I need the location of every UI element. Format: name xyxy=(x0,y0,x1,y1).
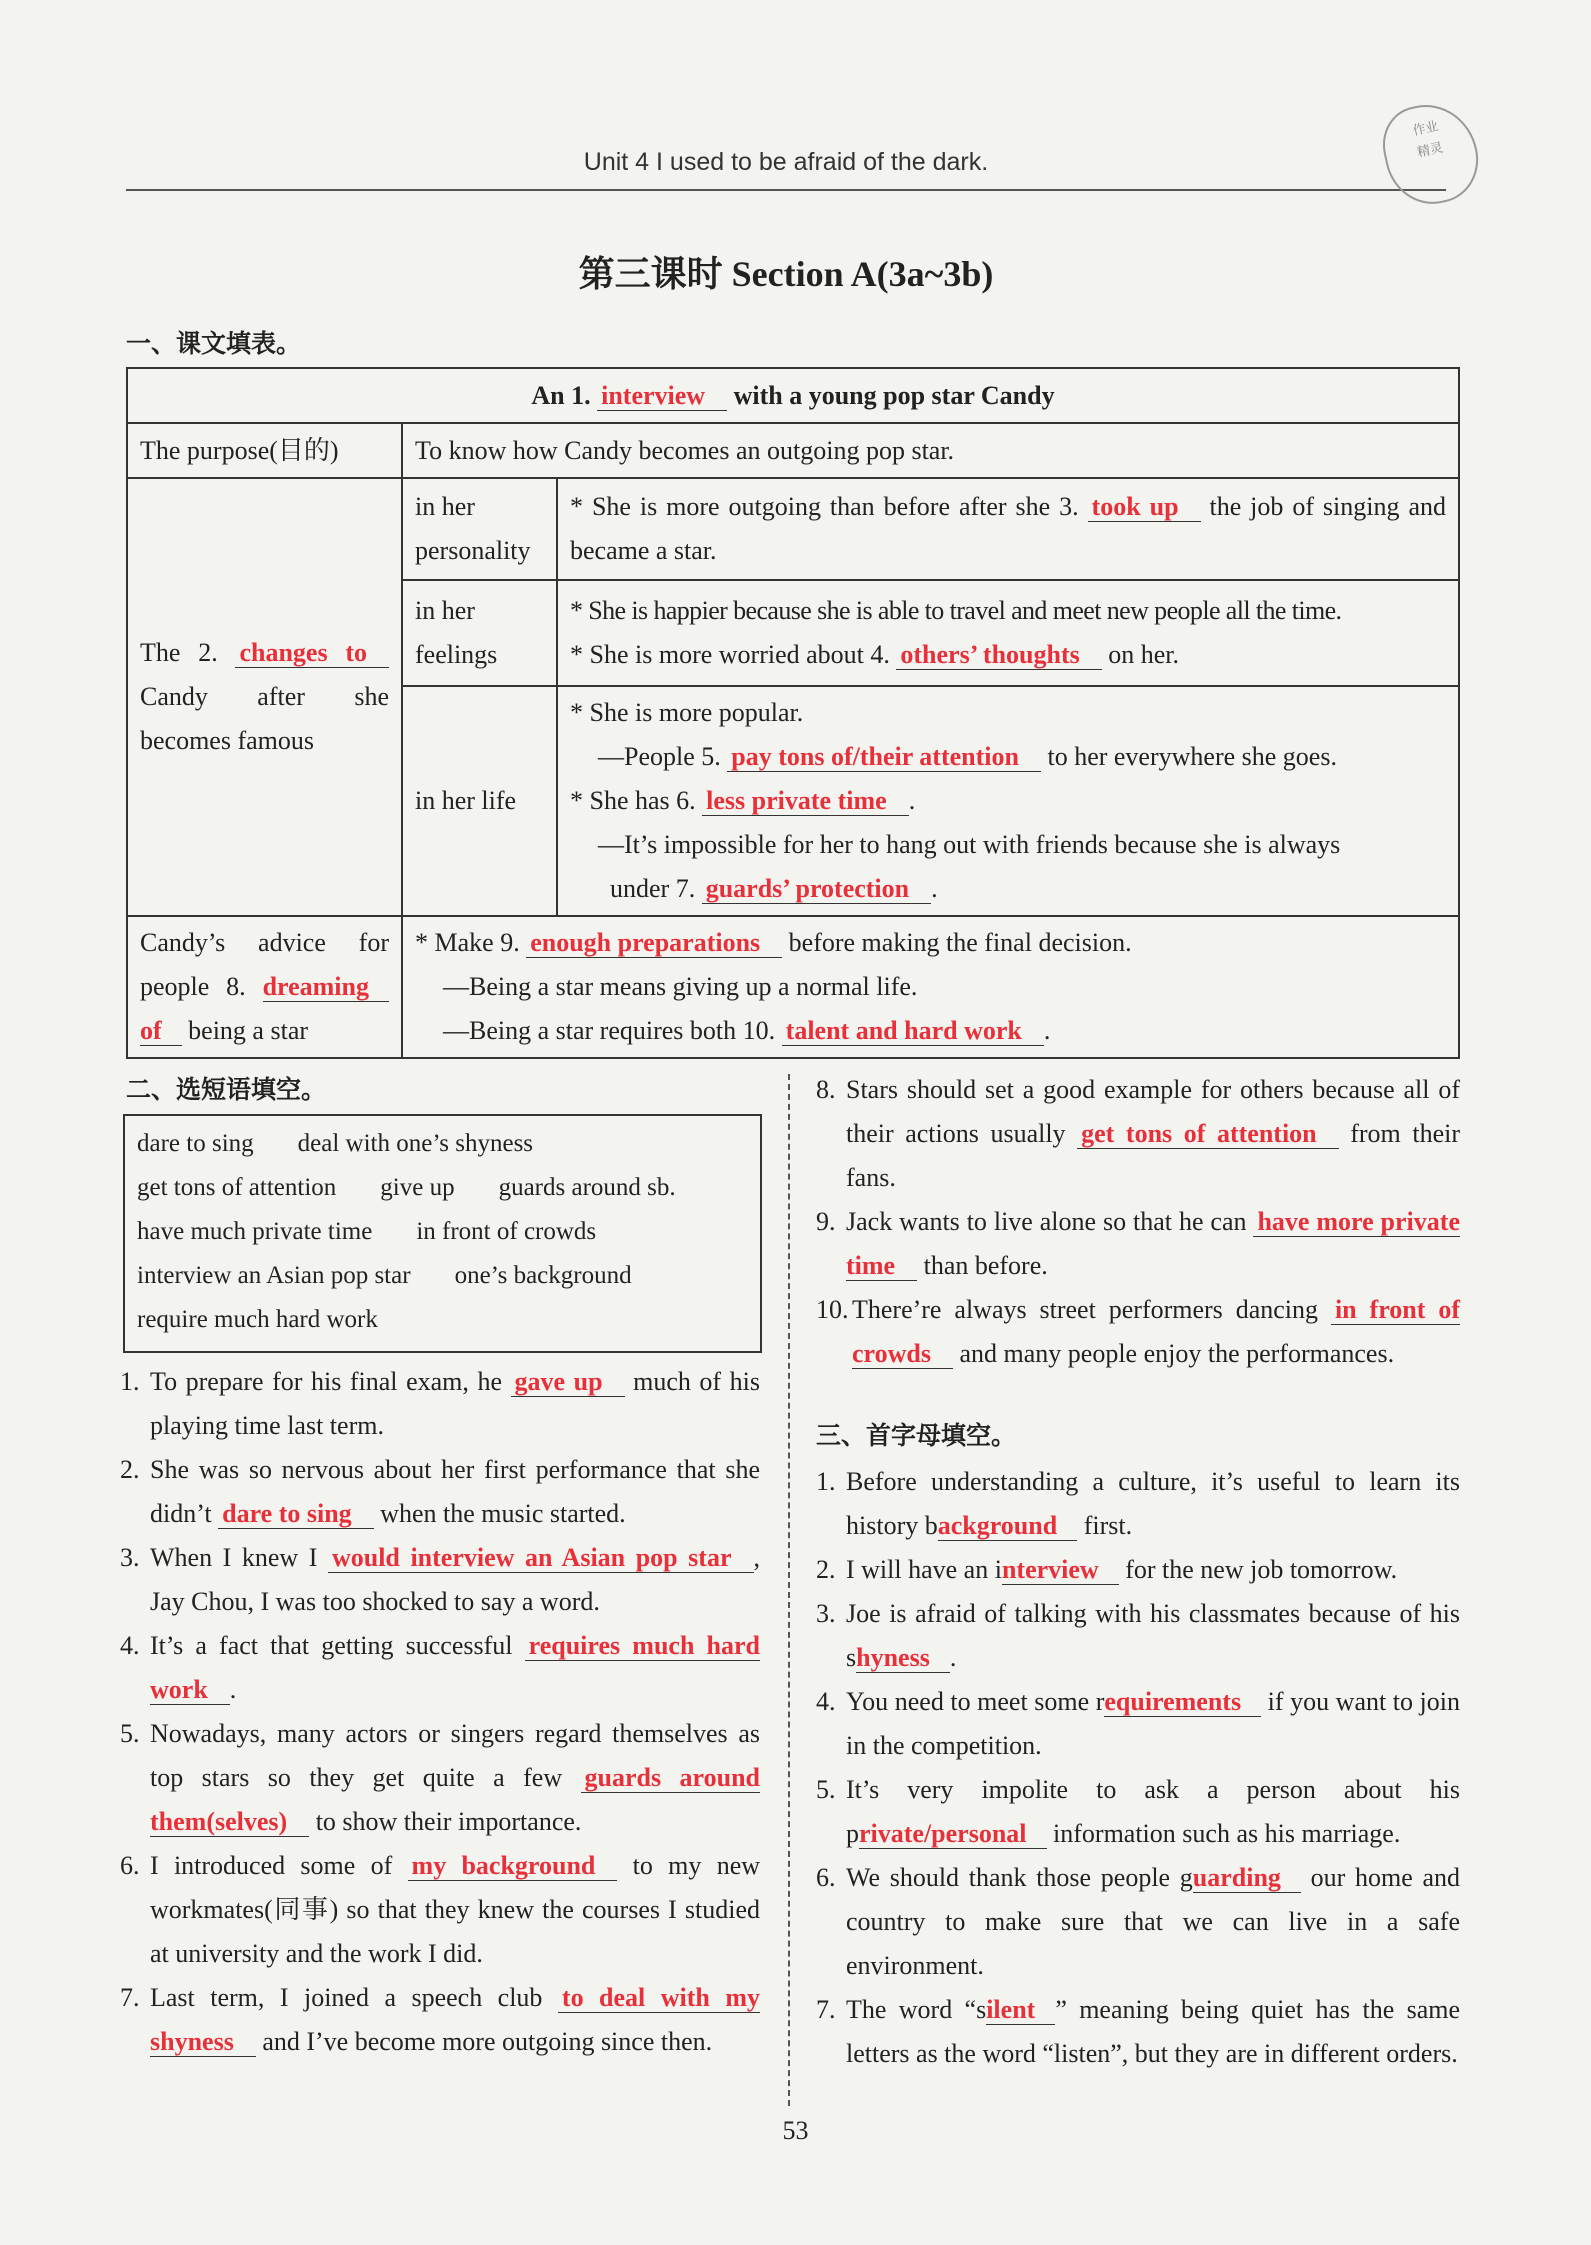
phrase-option: give up xyxy=(380,1174,455,1201)
item-text: if you want to join in the competition. xyxy=(846,1687,1460,1760)
header-rule xyxy=(126,189,1446,191)
item-number: 5. xyxy=(816,1775,836,1804)
fill-in-table xyxy=(126,367,1460,1059)
exercise-item xyxy=(816,1200,1460,1288)
answer-blank: in front of crowds xyxy=(852,1295,1460,1368)
section2-right-items xyxy=(816,1068,1460,1376)
exercise-item xyxy=(120,1536,760,1624)
item-text: . xyxy=(229,1675,237,1704)
phrase-bank xyxy=(123,1114,762,1353)
item-text: Joe is afraid of talking with his classmates because of his s xyxy=(846,1599,1460,1672)
item-text: first. xyxy=(1077,1511,1133,1540)
purpose-label: The purpose(目的) xyxy=(127,423,402,478)
exercise-item xyxy=(120,1360,760,1448)
publisher-stamp-logo: 作业 精灵 xyxy=(1376,96,1487,213)
answer-8: dreaming xyxy=(263,972,389,1002)
item-number: 6. xyxy=(120,1851,140,1880)
page-number: 53 xyxy=(782,2116,809,2145)
item-number: 1. xyxy=(816,1467,836,1496)
answer-blank: requires much hard work xyxy=(150,1631,761,1704)
exercise-item xyxy=(120,1624,760,1712)
phrase-option: interview an Asian pop star xyxy=(137,1262,411,1289)
section1-heading: 一、课文填表。 xyxy=(126,329,302,358)
column-divider xyxy=(788,1074,790,2106)
item-text: and I’ve become more outgoing since then. xyxy=(255,2027,713,2056)
purpose-text: To know how Candy becomes an outgoing pop star. xyxy=(402,423,1459,478)
answer-blank: would interview an Asian pop star xyxy=(328,1543,754,1573)
item-number: 1. xyxy=(120,1367,140,1396)
exercise-item xyxy=(816,1548,1460,1592)
item-text: . xyxy=(949,1643,957,1672)
answer-7: guards’ protection xyxy=(702,874,931,904)
section3-items xyxy=(816,1460,1460,2076)
answer-2: changes to xyxy=(235,638,389,668)
changes-cell: The 2. changes to Candy after she becomes famous xyxy=(127,478,402,916)
item-text: to my new workmates(同事) so that they knew the courses I studied at university and the work I did. xyxy=(150,1851,761,1968)
answer-blank: ilent xyxy=(986,1995,1055,2025)
item-text: Before understanding a culture, it’s useful to learn its history b xyxy=(846,1467,1460,1540)
phrase-option: one’s background xyxy=(454,1262,632,1289)
answer-blank: ackground xyxy=(938,1511,1077,1541)
exercise-item xyxy=(816,1856,1460,1988)
answer-blank: gave up xyxy=(511,1367,625,1397)
item-text: much of his playing time last term. xyxy=(150,1367,760,1440)
exercise-item xyxy=(816,1768,1460,1856)
item-text: You need to meet some r xyxy=(846,1687,1105,1716)
answer-9: enough preparations xyxy=(526,928,782,958)
personality-label: in her personality xyxy=(402,478,557,580)
item-number: 10. xyxy=(816,1295,849,1324)
exercise-item xyxy=(816,1068,1460,1200)
item-text: We should thank those people g xyxy=(846,1863,1193,1892)
section2-heading: 二、选短语填空。 xyxy=(126,1075,327,1104)
item-number: 2. xyxy=(816,1555,836,1584)
item-text: , Jay Chou, I was too shocked to say a word. xyxy=(150,1543,760,1616)
phrase-option: get tons of attention xyxy=(137,1174,337,1201)
exercise-item xyxy=(120,1712,760,1844)
answer-1: interview xyxy=(597,381,727,411)
item-text: To prepare for his final exam, he xyxy=(150,1367,511,1396)
feelings-text: * She is happier because she is able to travel and meet new people all the time. * She is more worried about 4. others’ thoughts on her. xyxy=(557,580,1459,686)
item-number: 3. xyxy=(816,1599,836,1628)
item-number: 9. xyxy=(816,1207,836,1236)
item-text: Jack wants to live alone so that he can xyxy=(846,1207,1254,1236)
phrase-option: require much hard work xyxy=(137,1306,378,1333)
answer-10: talent and hard work xyxy=(782,1016,1044,1046)
advice-text: * Make 9. enough preparations before making the final decision. —Being a star means giving up a normal life. —Being a star requires both 10. talent and hard work . xyxy=(402,916,1459,1058)
item-text: It’s a fact that getting successful xyxy=(150,1631,525,1660)
exercise-item xyxy=(816,1460,1460,1548)
item-text: I introduced some of xyxy=(150,1851,408,1880)
item-text: Stars should set a good example for others because all of their actions usually xyxy=(846,1075,1460,1148)
life-label: in her life xyxy=(402,686,557,916)
answer-blank: my background xyxy=(408,1851,618,1881)
answer-blank: have more private time xyxy=(846,1207,1460,1280)
answer-blank: hyness xyxy=(856,1643,950,1673)
item-number: 7. xyxy=(816,1995,836,2024)
life-text: * She is more popular. —People 5. pay tons of/their attention to her everywhere she goes. * She has 6. less private time . —It’s impossible for her to hang out with friends because she is always under 7. guards’ protection . xyxy=(557,686,1459,916)
phrase-option: deal with one’s shyness xyxy=(297,1130,534,1157)
exercise-item xyxy=(816,1680,1460,1768)
item-text: our home and country to make sure that we can live in a safe environment. xyxy=(846,1863,1460,1980)
item-number: 4. xyxy=(816,1687,836,1716)
exercise-item xyxy=(816,1288,1460,1376)
answer-blank: guards around them(selves) xyxy=(150,1763,760,1836)
running-header: Unit 4 I used to be afraid of the dark. xyxy=(583,148,989,176)
answer-blank: uarding xyxy=(1193,1863,1301,1893)
exercise-item xyxy=(816,1988,1460,2076)
answer-3: took up xyxy=(1088,492,1201,522)
exercise-item xyxy=(120,1976,760,2064)
answer-6: less private time xyxy=(702,786,909,816)
phrase-option: have much private time xyxy=(137,1218,373,1245)
answer-blank: nterview xyxy=(1002,1555,1119,1585)
table-title: An 1. interview with a young pop star Candy xyxy=(127,368,1459,423)
exercise-item xyxy=(816,1592,1460,1680)
item-number: 8. xyxy=(816,1075,836,1104)
answer-blank: get tons of attention xyxy=(1077,1119,1339,1149)
item-text: for the new job tomorrow. xyxy=(1118,1555,1398,1584)
item-number: 6. xyxy=(816,1863,836,1892)
item-text: Last term, I joined a speech club xyxy=(150,1983,558,2012)
answer-5: pay tons of/their attention xyxy=(727,742,1041,772)
item-text: She was so nervous about her first performance that she didn’t xyxy=(150,1455,760,1528)
item-number: 5. xyxy=(120,1719,140,1748)
answer-blank: equirements xyxy=(1104,1687,1261,1717)
answer-4: others’ thoughts xyxy=(896,640,1101,670)
answer-blank: rivate/personal xyxy=(859,1819,1047,1849)
item-text: information such as his marriage. xyxy=(1046,1819,1401,1848)
item-text: The word “s xyxy=(846,1995,987,2024)
advice-cell: Candy’s advice for people 8. dreaming of being a star xyxy=(127,916,402,1058)
phrase-option: guards around sb. xyxy=(498,1174,676,1201)
section2-left-items xyxy=(120,1360,760,2064)
item-number: 4. xyxy=(120,1631,140,1660)
exercise-item xyxy=(120,1448,760,1536)
item-text: I will have an i xyxy=(846,1555,1002,1584)
personality-text: * She is more outgoing than before after she 3. took up the job of singing and became a star. xyxy=(557,478,1459,580)
item-number: 3. xyxy=(120,1543,140,1572)
item-text: than before. xyxy=(917,1251,1048,1280)
item-text: When I knew I xyxy=(150,1543,328,1572)
section3-heading: 三、首字母填空。 xyxy=(816,1421,1017,1450)
phrase-option: dare to sing xyxy=(137,1130,254,1157)
item-text: It’s very impolite to ask a person about his p xyxy=(846,1775,1460,1848)
item-text: from their fans. xyxy=(846,1119,1460,1192)
item-text: to show their importance. xyxy=(309,1807,582,1836)
item-text: and many people enjoy the performances. xyxy=(952,1339,1395,1368)
phrase-option: in front of crowds xyxy=(416,1218,597,1245)
item-text: Nowadays, many actors or singers regard themselves as top stars so they get quite a few xyxy=(150,1719,760,1792)
item-number: 2. xyxy=(120,1455,140,1484)
item-number: 7. xyxy=(120,1983,140,2012)
feelings-label: in her feelings xyxy=(402,580,557,686)
item-text: There’re always street performers dancing xyxy=(852,1295,1331,1324)
item-text: ” meaning being quiet has the same letters as the word “listen”, but they are in different orders. xyxy=(846,1995,1461,2068)
answer-blank: to deal with my shyness xyxy=(150,1983,760,2056)
answer-blank: dare to sing xyxy=(218,1499,374,1529)
exercise-item xyxy=(120,1844,760,1976)
item-text: when the music started. xyxy=(373,1499,626,1528)
lesson-title: 第三课时 Section A(3a~3b) xyxy=(578,254,994,294)
